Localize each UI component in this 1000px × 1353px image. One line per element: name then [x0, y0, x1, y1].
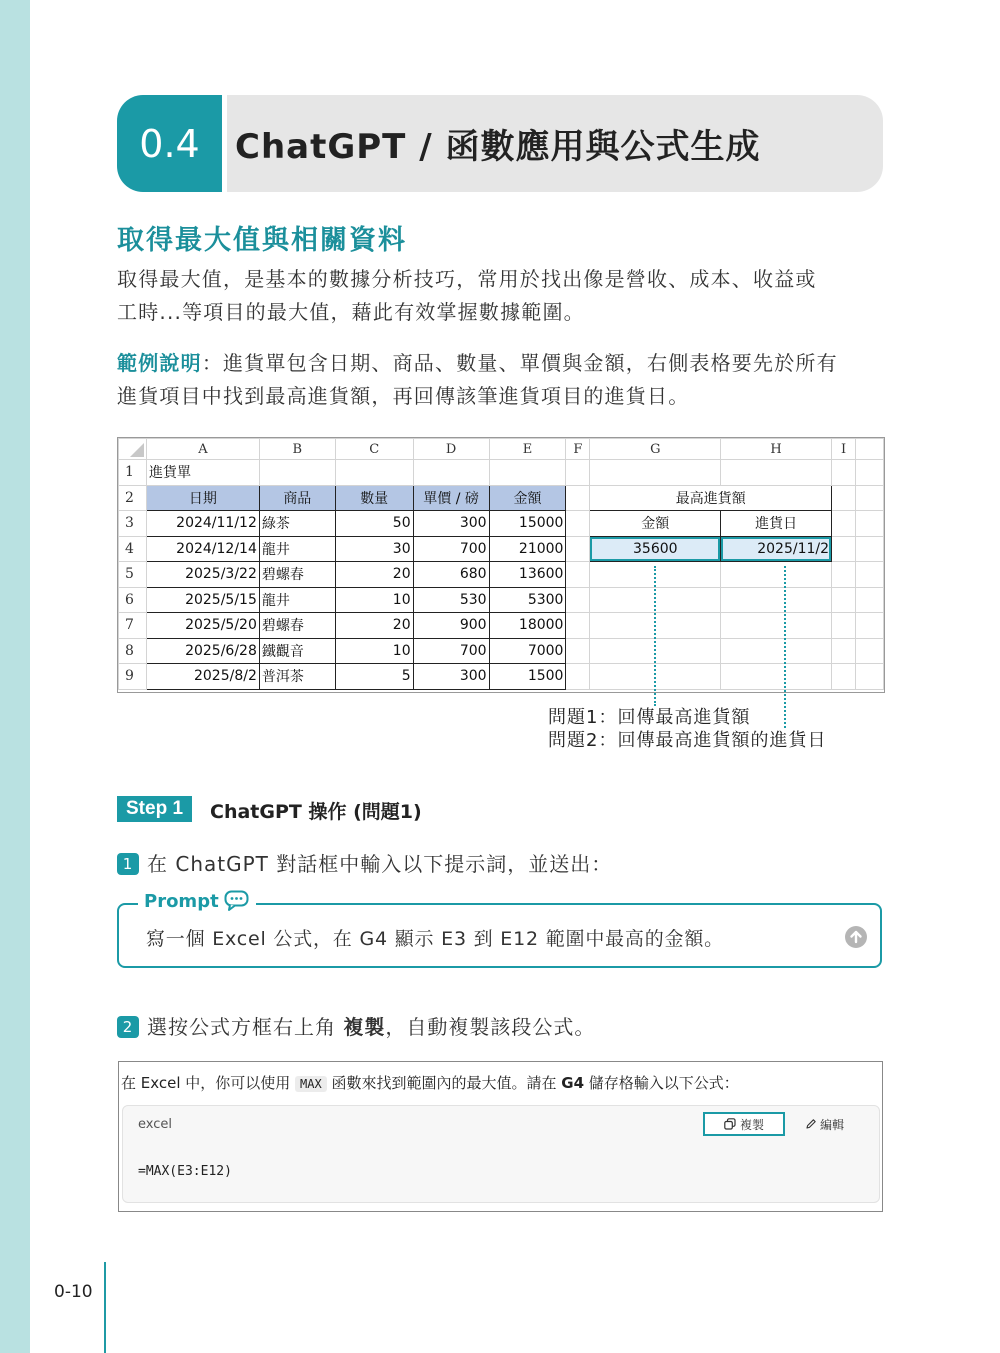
row-header[interactable]: 4 [119, 536, 147, 562]
data-cell[interactable]: 2025/3/22 [146, 562, 259, 588]
row-header[interactable]: 8 [119, 638, 147, 664]
result-date-cell[interactable]: 2025/11/2 [721, 536, 832, 562]
col-header[interactable]: G [590, 439, 721, 460]
callout-question-2: 問題2：回傳最高進貨額的進貨日 [548, 730, 827, 751]
page-number: 0-10 [54, 1282, 93, 1302]
response-text: 儲存格輸入以下公式： [584, 1074, 739, 1092]
edit-button-label: 編輯 [820, 1118, 845, 1132]
inline-code: MAX [295, 1076, 327, 1092]
result-amount-cell[interactable]: 35600 [590, 536, 721, 562]
table-header-cell[interactable]: 數量 [335, 485, 413, 511]
instruction-2-text-a: 選按公式方框右上角 [147, 1015, 344, 1039]
result-header-cell[interactable]: 金額 [590, 511, 721, 537]
data-cell[interactable]: 700 [413, 638, 489, 664]
example-line-1: ：進貨單包含日期、商品、數量、單價與金額，右側表格要先於所有 [201, 351, 838, 375]
row-header[interactable]: 9 [119, 664, 147, 690]
sheet-row [119, 485, 884, 511]
data-cell[interactable]: 2024/11/12 [146, 511, 259, 537]
chapter-header [117, 95, 883, 192]
prompt-text[interactable]: 寫一個 Excel 公式，在 G4 顯示 E3 到 E12 範圍中最高的金額。 [146, 928, 724, 950]
col-header[interactable]: H [721, 439, 832, 460]
chat-bubble-icon [224, 890, 250, 912]
data-cell[interactable]: 2024/12/14 [146, 536, 259, 562]
data-cell[interactable]: 綠茶 [259, 511, 335, 537]
instruction-1-text: 在 ChatGPT 對話框中輸入以下提示詞，並送出： [147, 852, 613, 876]
data-cell[interactable]: 50 [335, 511, 413, 537]
intro-paragraph [117, 263, 887, 329]
sheet-row [119, 536, 884, 562]
data-cell[interactable]: 2025/8/2 [146, 664, 259, 690]
data-cell[interactable]: 2025/5/15 [146, 587, 259, 613]
formula-code[interactable]: =MAX(E3:E12) [138, 1164, 232, 1179]
example-line-2: 進貨項目中找到最高進貨額，再回傳該筆進貨項目的進貨日。 [117, 384, 690, 408]
example-label: 範例說明 [117, 351, 202, 375]
data-cell[interactable]: 7000 [489, 638, 566, 664]
row-header[interactable]: 6 [119, 587, 147, 613]
sheet-row [119, 587, 884, 613]
sheet-row [119, 511, 884, 537]
example-paragraph [117, 347, 887, 413]
left-margin-strip [0, 0, 30, 1353]
data-cell[interactable]: 龍井 [259, 536, 335, 562]
data-cell[interactable]: 900 [413, 613, 489, 639]
instruction-2 [117, 1011, 595, 1040]
data-cell[interactable]: 680 [413, 562, 489, 588]
sheet-row [119, 460, 884, 486]
send-arrow-icon[interactable] [845, 926, 867, 948]
data-cell[interactable]: 鐵觀音 [259, 638, 335, 664]
data-cell[interactable]: 5 [335, 664, 413, 690]
data-cell[interactable]: 15000 [489, 511, 566, 537]
column-header-row [119, 439, 884, 460]
step-number-badge: 2 [117, 1016, 139, 1038]
response-text: 在 Excel 中，你可以使用 [121, 1074, 296, 1092]
spreadsheet [117, 437, 885, 693]
data-cell[interactable]: 10 [335, 587, 413, 613]
section-number: 0.4 [117, 95, 222, 192]
table-header-cell[interactable]: 單價 / 磅 [413, 485, 489, 511]
code-language-label: excel [138, 1117, 172, 1132]
subsection-title: 取得最大值與相關資料 [117, 225, 407, 256]
copy-button-label: 複製 [739, 1117, 764, 1132]
sheet-title-cell[interactable]: 進貨單 [146, 460, 259, 486]
data-cell[interactable]: 530 [413, 587, 489, 613]
data-cell[interactable]: 龍井 [259, 587, 335, 613]
data-cell[interactable]: 2025/5/20 [146, 613, 259, 639]
col-header[interactable]: B [259, 439, 335, 460]
response-cell-ref: G4 [561, 1074, 585, 1092]
data-cell[interactable]: 20 [335, 613, 413, 639]
chapter-title: ChatGPT / 函數應用與公式生成 [235, 127, 761, 167]
spreadsheet-grid [118, 438, 884, 690]
callout-line-q2 [784, 566, 786, 728]
copy-button[interactable] [703, 1112, 785, 1136]
data-cell[interactable]: 碧螺春 [259, 613, 335, 639]
data-cell[interactable]: 18000 [489, 613, 566, 639]
col-header[interactable]: A [146, 439, 259, 460]
response-intro [121, 1072, 739, 1093]
result-title-cell[interactable]: 最高進貨額 [590, 485, 832, 511]
section-title-box [227, 95, 883, 192]
data-cell[interactable]: 5300 [489, 587, 566, 613]
row-header[interactable]: 7 [119, 613, 147, 639]
intro-line-2: 工時...等項目的最大值，藉此有效掌握數據範圍。 [117, 300, 585, 324]
sheet-row [119, 613, 884, 639]
col-header[interactable]: C [335, 439, 413, 460]
prompt-label [138, 890, 256, 912]
edit-button[interactable] [805, 1116, 844, 1133]
step-title: ChatGPT 操作 (問題1) [210, 801, 422, 823]
callout-line-q1 [654, 566, 656, 706]
sheet-row [119, 562, 884, 588]
col-header[interactable]: I [832, 439, 856, 460]
col-header[interactable]: E [489, 439, 566, 460]
data-cell[interactable]: 700 [413, 536, 489, 562]
row-header[interactable]: 3 [119, 511, 147, 537]
table-header-cell[interactable]: 金額 [489, 485, 566, 511]
intro-line-1: 取得最大值，是基本的數據分析技巧，常用於找出像是營收、成本、收益或 [117, 267, 817, 291]
sheet-row [119, 638, 884, 664]
row-header[interactable]: 5 [119, 562, 147, 588]
data-cell[interactable]: 普洱茶 [259, 664, 335, 690]
data-cell[interactable]: 10 [335, 638, 413, 664]
table-header-cell[interactable]: 日期 [146, 485, 259, 511]
step-number-badge: 1 [117, 853, 139, 875]
data-cell[interactable]: 13600 [489, 562, 566, 588]
copy-icon [724, 1118, 736, 1130]
col-header[interactable]: D [413, 439, 489, 460]
callout-question-1: 問題1：回傳最高進貨額 [548, 707, 751, 728]
row-header[interactable]: 2 [119, 485, 147, 511]
instruction-1 [117, 848, 612, 877]
data-cell[interactable]: 2025/6/28 [146, 638, 259, 664]
step-tag: Step 1 [117, 796, 192, 822]
data-cell[interactable]: 碧螺春 [259, 562, 335, 588]
response-text: 函數來找到範圍內的最大值。請在 [326, 1074, 562, 1092]
data-cell[interactable]: 20 [335, 562, 413, 588]
sheet-row [119, 664, 884, 690]
data-cell[interactable]: 30 [335, 536, 413, 562]
pencil-icon [805, 1118, 817, 1130]
data-cell[interactable]: 300 [413, 664, 489, 690]
col-header[interactable]: F [566, 439, 590, 460]
prompt-label-text: Prompt [144, 890, 219, 912]
data-cell[interactable]: 21000 [489, 536, 566, 562]
page-number-rule [104, 1262, 106, 1353]
row-header[interactable]: 1 [119, 460, 147, 486]
result-header-cell[interactable]: 進貨日 [721, 511, 832, 537]
select-all-corner[interactable] [119, 439, 147, 460]
data-cell[interactable]: 300 [413, 511, 489, 537]
data-cell[interactable]: 1500 [489, 664, 566, 690]
instruction-2-text-c: ，自動複製該段公式。 [385, 1015, 596, 1039]
instruction-2-copy-word: 複製 [343, 1015, 386, 1039]
table-header-cell[interactable]: 商品 [259, 485, 335, 511]
